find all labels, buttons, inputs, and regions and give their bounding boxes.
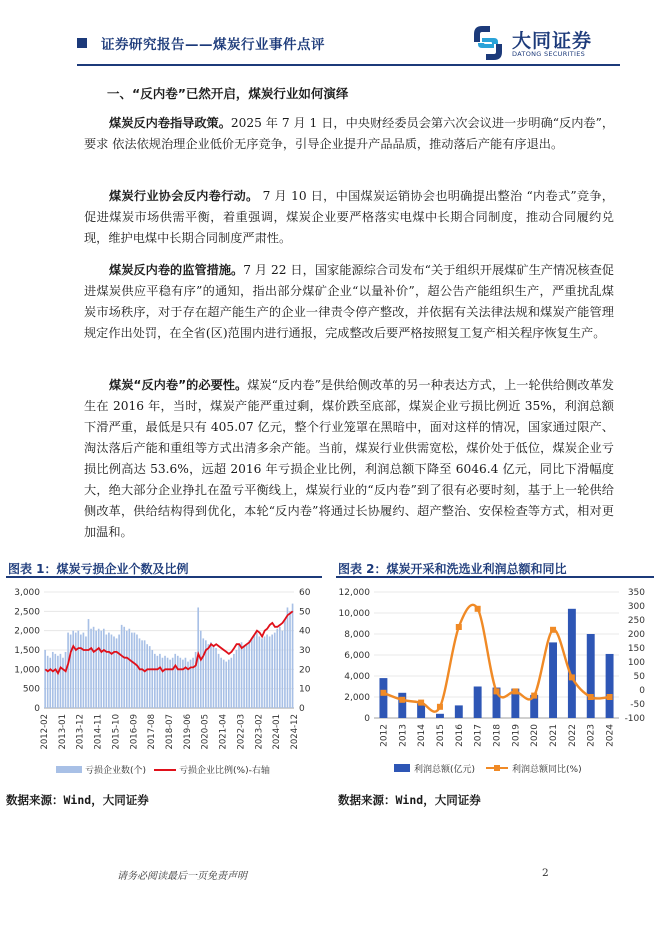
bar (62, 658, 64, 708)
left-tick-label: 12,000 (338, 588, 370, 598)
bar (606, 654, 614, 718)
report-title: 证券研究报告——煤炭行业事件点评 (101, 37, 325, 53)
right-tick-label: 60 (299, 588, 311, 598)
bar (47, 656, 49, 708)
paragraph-body: 7 月 22 日，国家能源综合司发布“关于组织开展煤矿生产情况核查促进煤炭供应平稳有序”的通知，指出部分煤矿企业“以量补价”，超公告产能组织生产，严重扰乱煤炭市场秩序，对于存在超产能生产的企业一律责令停产整改，并依据有关法律法规和煤炭产能管理规定作出处罚，在全省(区)范围内进行通报，完成整改后要严格按照复工复产相关程序恢复生产。 (84, 263, 614, 340)
bar (180, 658, 182, 708)
bar (164, 656, 166, 708)
left-tick-label: 2,500 (14, 607, 40, 618)
chart2-profit-total (334, 580, 656, 780)
bar (474, 687, 482, 719)
line-marker (550, 627, 556, 633)
right-tick-label: 250 (627, 616, 645, 626)
bar (379, 678, 387, 718)
bar (172, 658, 174, 708)
bar (108, 633, 110, 708)
bar (90, 629, 92, 708)
bar (243, 646, 245, 708)
section-title: 一、“反内卷”已然开启，煤炭行业如何演绎 (107, 86, 349, 101)
x-tick-label: 2016-09 (129, 714, 140, 750)
x-tick-label: 2013-01 (57, 714, 68, 750)
company-logo (468, 24, 618, 64)
x-tick-label: 2023-02 (254, 714, 265, 750)
x-tick-label: 2017 (473, 724, 484, 747)
footer-disclaimer: 请务必阅读最后一页免责声明 (117, 871, 247, 882)
bar (157, 656, 159, 708)
left-tick-label: 6,000 (344, 651, 370, 661)
x-tick-label: 2024 (605, 724, 616, 747)
right-tick-label: 20 (299, 665, 311, 676)
bar (167, 658, 169, 708)
bar (116, 638, 118, 708)
bar (398, 693, 406, 718)
x-tick-label: 2015 (435, 724, 446, 747)
x-tick-label: 2016 (454, 724, 465, 747)
bar (52, 652, 54, 708)
left-tick-label: 4,000 (344, 672, 370, 682)
x-tick-label: 2022 (567, 724, 578, 747)
bar (49, 658, 51, 708)
chart1-source: 数据来源：Wind，大同证券 (6, 793, 149, 807)
bar (93, 627, 95, 708)
bar (162, 658, 164, 708)
x-tick-label: 2021 (549, 724, 560, 747)
line-marker (380, 690, 386, 696)
left-tick-label: 500 (22, 684, 40, 695)
bar (106, 635, 108, 708)
x-tick-label: 2024-01 (272, 714, 283, 750)
right-tick-label: 300 (627, 602, 645, 612)
bar (118, 635, 120, 708)
bar (276, 629, 278, 708)
paragraph-body: 2025 年 7 月 1 日，中央财经委员会第六次会议进一步明确“反内卷”，要求 依法依规治理企业低价无序竞争，引导企业提升产品品质，推动落后产能有序退出。 (84, 116, 615, 151)
bar (208, 644, 210, 708)
bar (251, 638, 253, 708)
bar (182, 660, 184, 708)
bar (60, 654, 62, 708)
x-tick-label: 2018 (492, 724, 503, 747)
bar (67, 633, 69, 708)
header-square-marker (77, 38, 87, 48)
line-marker (494, 688, 500, 694)
bar (136, 635, 138, 708)
bar (248, 640, 250, 708)
bar (292, 604, 294, 708)
bar (88, 619, 90, 708)
legend-label: 亏损企业比例(%)-右轴 (179, 766, 270, 776)
bar (266, 635, 268, 708)
x-tick-label: 2012 (379, 724, 390, 747)
left-tick-label: 0 (34, 704, 40, 714)
bar (113, 636, 115, 708)
bar (85, 636, 87, 708)
legend-label: 亏损企业数(个) (85, 766, 147, 776)
paragraph-lead: 煤炭行业协会反内卷行动。 (109, 189, 259, 203)
chart1-loss-enterprises (4, 580, 326, 780)
x-tick-label: 2015-10 (111, 714, 122, 750)
bar (282, 631, 284, 708)
right-tick-label: 350 (627, 588, 645, 598)
datong-logo-icon (468, 24, 508, 62)
bar (200, 631, 202, 708)
bar (169, 660, 171, 708)
bar (103, 629, 105, 708)
bar (238, 644, 240, 708)
bar (231, 658, 233, 708)
x-tick-label: 2014-11 (93, 714, 104, 750)
x-tick-label: 2014 (417, 724, 428, 747)
bar (284, 619, 286, 708)
bar (192, 658, 194, 708)
bar (436, 714, 444, 718)
bar (233, 654, 235, 708)
bar (80, 635, 82, 708)
bar (210, 642, 212, 708)
bar (253, 635, 255, 708)
bar (55, 654, 57, 708)
x-tick-label: 2024-12 (290, 714, 300, 750)
x-tick-label: 2013-12 (75, 714, 86, 750)
line-marker (418, 700, 424, 706)
bar (174, 654, 176, 708)
paragraph-lead: 煤炭反内卷的监管措施。 (109, 263, 244, 277)
right-tick-label: 200 (627, 630, 645, 640)
right-tick-label: 50 (299, 607, 311, 618)
chart2-caption: 图表 2：煤炭开采和洗选业利润总额和同比 (338, 562, 567, 576)
paragraph-necessity (84, 375, 614, 543)
x-tick-label: 2021-04 (218, 714, 229, 750)
bar (264, 636, 266, 708)
x-tick-label: 2022-03 (236, 714, 247, 750)
left-tick-label: 10,000 (338, 609, 370, 619)
x-tick-label: 2019 (511, 724, 522, 747)
bar (271, 635, 273, 708)
bar (75, 633, 77, 708)
chart2-source: 数据来源：Wind，大同证券 (338, 793, 481, 807)
bar (149, 646, 151, 708)
x-tick-label: 2013 (398, 724, 409, 747)
legend-line-marker (494, 765, 500, 771)
line-marker (607, 694, 613, 700)
bar (228, 660, 230, 708)
bar (100, 631, 102, 708)
bar (121, 625, 123, 708)
right-tick-label: 50 (633, 672, 645, 682)
bar (220, 658, 222, 708)
bar (185, 658, 187, 708)
x-tick-label: 2018-07 (165, 714, 175, 750)
bar (274, 633, 276, 708)
bar (246, 644, 248, 708)
page-number: 2 (542, 867, 549, 879)
paragraph-lead: 煤炭“反内卷”的必要性。 (109, 378, 248, 392)
right-tick-label: -50 (630, 700, 645, 710)
right-tick-label: 0 (639, 686, 645, 696)
bar (455, 705, 463, 718)
chart1-caption-rule (6, 576, 322, 578)
bar (549, 642, 557, 718)
paragraph-body: 7 月 10 日，中国煤炭运销协会也明确提出整治 “内卷式”竞争，促进煤炭市场供需平衡，着重强调，煤炭企业要严格落实电煤中长期合同制度，推动合同履约兑现，维护电煤中长期合同制度严肃性。 (84, 189, 614, 245)
bar (146, 644, 148, 708)
logo-text: 大同证券 (512, 30, 593, 52)
paragraph-lead: 煤炭反内卷指导政策。 (109, 116, 231, 130)
x-tick-label: 2017-08 (147, 714, 158, 750)
bar (587, 634, 595, 718)
bar (223, 660, 225, 708)
x-tick-label: 2023 (586, 724, 597, 747)
bar (177, 656, 179, 708)
bar (215, 648, 217, 708)
bar (139, 638, 141, 708)
bar (57, 656, 59, 708)
paragraph-body: 煤炭“反内卷”是供给侧改革的另一种表达方式，上一轮供给侧改革发生在 2016 年，当时，煤炭产能严重过剩，煤价跌至底部，煤炭企业亏损比例近 35%，利润总额下滑严重，最低是只有 405.07 亿元，整个行业笼罩在黑暗中，面对这样的情况，国家通过限产、淘汰落后产能和重组等方式出清多余产能。当前，煤炭行业供需宽松，煤价处于低位，煤炭企业亏损比例高达 53.6%，远超 2016 年亏损企业比例，利润总额下降至 6046.4 亿元，同比下滑幅度大，绝大部分企业挣扎在盈亏平衡线上，煤炭行业的“反内卷”到了很有必要时刻，基于上一轮供给侧改革，供给结构得到优化，本轮“反内卷”将通过长协履约、超产整治、安保检查等方式，相对更加温和。 (84, 378, 614, 539)
bar (134, 633, 136, 708)
bar (95, 631, 97, 708)
bar (225, 662, 227, 708)
left-tick-label: 3,000 (14, 588, 40, 598)
bar (131, 633, 133, 708)
line-marker (588, 694, 594, 700)
chart1-caption: 图表 1：煤炭亏损企业个数及比例 (8, 562, 189, 576)
bar (151, 650, 153, 708)
left-tick-label: 1,500 (14, 646, 40, 656)
paragraph-regulation (84, 260, 614, 344)
line-marker (437, 704, 443, 710)
line-marker (512, 688, 518, 694)
line-marker (531, 693, 537, 699)
line-marker (456, 624, 462, 630)
bar (256, 633, 258, 708)
bar (269, 636, 271, 708)
bar (159, 654, 161, 708)
right-tick-label: -100 (624, 714, 645, 724)
bar (287, 607, 289, 708)
x-tick-label: 2019-06 (182, 714, 193, 750)
left-tick-label: 0 (364, 714, 370, 724)
bar (213, 646, 215, 708)
bar (154, 654, 156, 708)
bar (77, 631, 79, 708)
paragraph-association (84, 186, 614, 249)
bar (289, 611, 291, 708)
bar (123, 627, 125, 708)
legend-label: 利润总额同比(%) (512, 765, 582, 775)
x-tick-label: 2012-02 (40, 714, 50, 750)
left-tick-label: 1,000 (14, 665, 40, 676)
bar (83, 633, 85, 708)
logo-subtitle: DATONG SECURITIES (512, 50, 586, 58)
right-tick-label: 0 (299, 704, 305, 714)
legend-bar-swatch (394, 764, 410, 772)
left-tick-label: 2,000 (344, 693, 370, 703)
right-tick-label: 30 (299, 646, 311, 656)
right-tick-label: 100 (627, 658, 645, 668)
right-tick-label: 10 (299, 684, 311, 695)
bar (259, 636, 261, 708)
bar (70, 635, 72, 708)
bar (236, 650, 238, 708)
legend-label: 利润总额(亿元) (414, 765, 476, 775)
report-header (0, 0, 662, 70)
bar (72, 631, 74, 708)
bar (144, 640, 146, 708)
bar (568, 609, 576, 718)
header-rule (77, 64, 620, 66)
series-line (45, 611, 292, 673)
bar (98, 629, 100, 708)
bar (141, 640, 143, 708)
bar (241, 642, 243, 708)
paragraph-policy (84, 113, 614, 155)
line-marker (475, 606, 481, 612)
bar (261, 638, 263, 708)
right-tick-label: 40 (299, 626, 311, 637)
right-tick-label: 150 (627, 644, 645, 654)
bar (44, 650, 46, 708)
left-tick-label: 8,000 (344, 630, 370, 640)
line-marker (399, 697, 405, 703)
x-tick-label: 2020-05 (200, 714, 211, 750)
bar (202, 638, 204, 708)
bar (279, 627, 281, 708)
legend-bar-swatch (56, 766, 82, 773)
bar (111, 635, 113, 708)
bar (218, 654, 220, 708)
chart2-caption-rule (336, 576, 654, 578)
left-tick-label: 2,000 (14, 626, 40, 637)
bar (128, 629, 130, 708)
bar (126, 631, 128, 708)
line-marker (569, 674, 575, 680)
x-tick-label: 2020 (530, 724, 541, 747)
bar (65, 652, 67, 708)
